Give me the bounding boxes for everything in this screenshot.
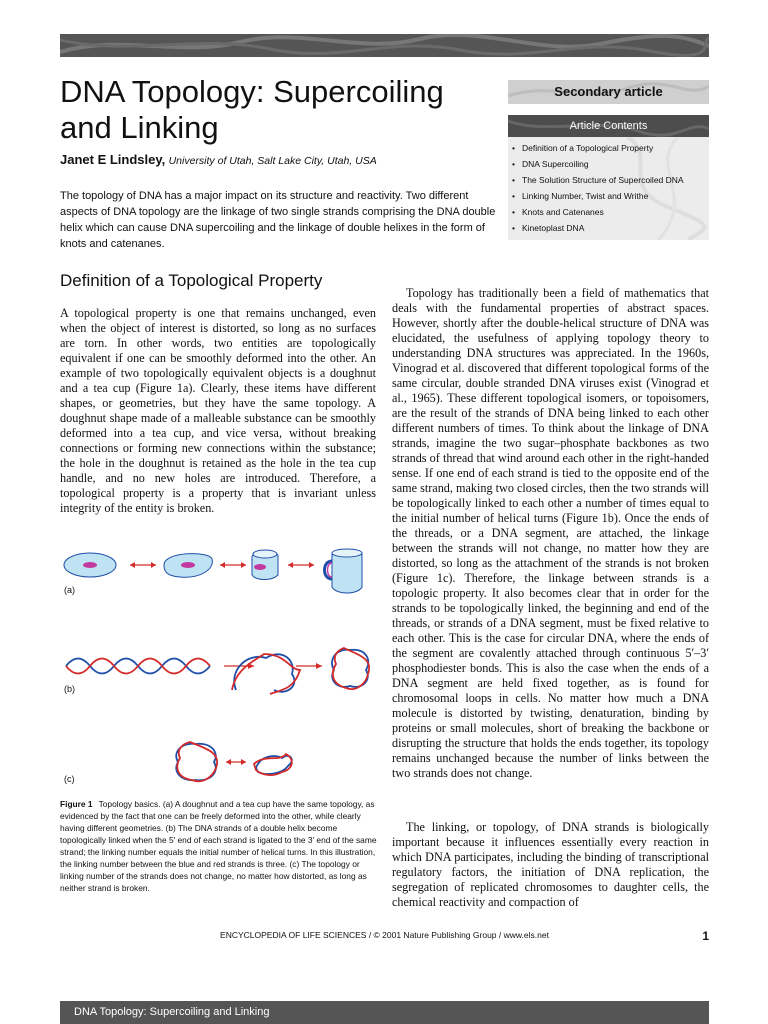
double-helix-ligation-icon [60,640,380,700]
contents-item[interactable]: • Linking Number, Twist and Writhe [508,188,684,204]
author-affiliation: University of Utah, Salt Lake City, Utah, USA [168,155,377,167]
article-contents-header [508,115,709,137]
figure-panel-a [60,545,380,601]
article-type-label: Secondary article [554,84,663,99]
contents-item[interactable]: • Knots and Catenanes [508,204,684,220]
figure-caption [60,798,378,894]
doughnut-to-cup-icon [60,545,380,601]
distorted-linked-circle-icon [60,740,380,790]
author-line [60,152,500,167]
article-contents-panel [508,137,709,240]
contents-item[interactable]: • Kinetoplast DNA [508,220,684,236]
bar-pattern-icon [60,34,709,57]
panel-label-a: (a) [64,585,75,595]
body-paragraph: The linking, or topology, of DNA strands is biologically important because it influences essentially every reaction in which DNA participates, including the binding of transcriptional regulatory factors, the initiation of DNA replication, the segregation of replicated chromosomes to daughter cells, the chemical reactivity and compaction of [392,820,709,909]
article-type-box [508,80,709,104]
contents-item[interactable]: • The Solution Structure of Supercoiled DNA [508,172,684,188]
abstract: The topology of DNA has a major impact on its structure and reactivity. Two different aspects of DNA topology are the linkage of two single strands comprising the DNA double helix which can cause DNA supercoiling and the linkage of double helixes in the form of knots and catenanes. [60,190,496,250]
article-title: DNA Topology: Supercoiling and Linking [60,74,444,145]
running-head: DNA Topology: Supercoiling and Linking [74,1006,270,1018]
body-paragraph: A topological property is one that remains unchanged, even when the object of interest is distorted, so long as no surfaces are torn. In other words, two entities are topologically equivalent if one can be smoothly deformed into the other. An example of two topologically equivalent objects is a doughnut and a tea cup (Figure 1a). Clearly, these items have different shapes, or geometries, but they have the same topology. A doughnut shape made of a malleable substance can be smoothly deformed into a tea cup, and vice versa, without breaking connections or forming new connections within the substance; the hole in the doughnut is retained as the hole in the tea cup handle, and no new holes are introduced. Therefore, a topological property is a property that is invariant unless integrity of the entity is broken. [60,306,376,515]
figure-panel-b [60,640,380,700]
publisher-footer: ENCYCLOPEDIA OF LIFE SCIENCES / © 2001 Nature Publishing Group / www.els.net [220,930,549,940]
figure-caption-text: Topology basics. (a) A doughnut and a tea cup have the same topology, as evidenced by the fact that one can be freely deformed into the other, while clearly having different geometries. (b) The DNA strands of a double helix become topologically linked when the 5′ end of each strand is ligated to the 3′ end of the same strand; the linking number equals the initial number of helical turns. In this illustration, the linking number between the blue and red strands is three. (c) The topology or linking number of the strands does not change, no matter how distorted, as long as neither strand is broken. [60,799,377,893]
figure-panel-c [60,740,380,790]
body-paragraph: Topology has traditionally been a field of mathematics that deals with the fundamental properties of abstract spaces. However, shortly after the double-helical structure of DNA was elucidated, the usefulness of applying topology theory to understanding DNA structures was appreciated. In the 1960s, Vinograd et al. discovered that different topological forms of the same circular, double stranded DNA viruses exist (Vinograd et al., 1965). These different topological isomers, or topoisomers, are the result of the strands of DNA being linked to each other different numbers of times. To think about the linkage of DNA strands, imagine the two sugar–phosphate backbones as two strands of thread that wind around each other in the right-handed sense. If one end of each strand is tied to the opposite end of the same strand, making two closed circles, then the two strands will be topologically linked to each other a number of times equal to the initial number of helical turns (Figure 1b). Once the ends of the threads, or a DNA segment, are attached, the linkage between the strands will not change, no matter how they are distorted, so long as the attachment of the strands is not broken (Figure 1c). Therefore, the linkage between strands is a topologic property. It also becomes clear that in order for the strands to be topologically linked, the beginning and end of the threads, or strands of a DNA segment, must be fixed relative to each other. This is the case for circular DNA, where the ends of the segment are covalently attached through continuous 5′–3′ phosphodiester bonds. This is also the case when the ends of a DNA segment are held fixed together, as is found for chromosomal loops in cells. No matter how much a DNA molecule is distorted by twisting, denaturation, binding by proteins or small molecules, short of breaking the backbone or disrupting the structure that holds the ends together, its topology remains unchanged because the number of links between the two strands does not change. [392,286,709,780]
contents-item[interactable]: • DNA Supercoiling [508,156,684,172]
figure-label: Figure 1 [60,799,93,809]
page-number: 1 [702,929,709,943]
article-contents-list [508,140,684,236]
article-contents-title: Article Contents [569,120,648,132]
panel-label-b: (b) [64,684,75,694]
running-head-bar [60,1001,709,1024]
panel-label-c: (c) [64,774,75,784]
contents-item[interactable]: • Definition of a Topological Property [508,140,684,156]
author-name: Janet E Lindsley, [60,152,166,167]
section-heading: Definition of a Topological Property [60,271,323,290]
top-decorative-bar [60,34,709,57]
